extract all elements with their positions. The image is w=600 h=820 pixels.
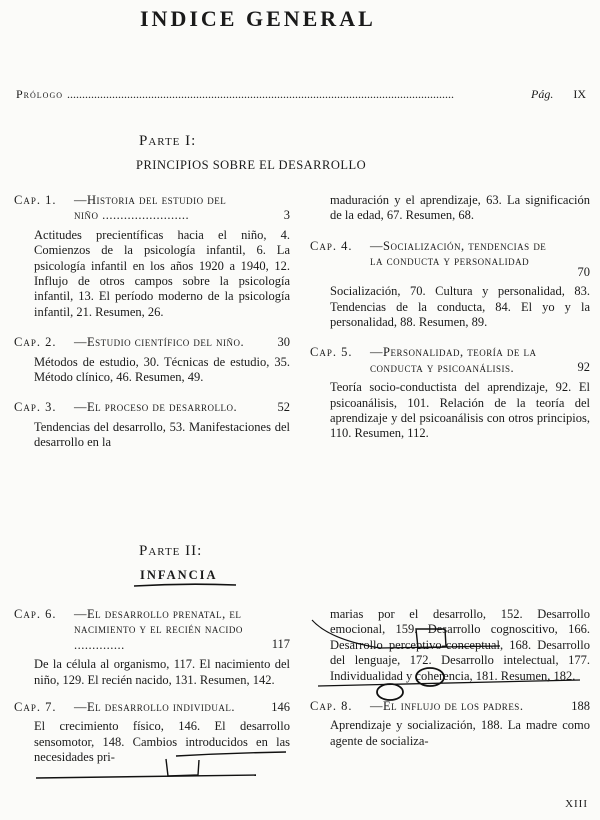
prologo-label: Prólogo	[16, 87, 64, 101]
cap-title: —Socialización, tendencias de la conducta y personalidad	[370, 238, 547, 269]
part2-heading: Parte II:	[139, 543, 203, 559]
cap-title: —El desarrollo prenatal, el nacimiento y el recién nacido ..............	[74, 607, 243, 652]
part1-heading: Parte I:	[139, 133, 197, 149]
part1-subtitle: PRINCIPIOS SOBRE EL DESARROLLO	[136, 158, 367, 172]
toc-entry-cap1[interactable]	[14, 193, 290, 320]
part1-right-column	[310, 193, 590, 442]
cap-label: Cap. 6.	[14, 607, 57, 621]
pag-label: Pág.	[530, 87, 554, 101]
cap-summary: Socialización, 70. Cultura y personalidad, 83. Tendencias de la conducta, 84. El yo y la personalidad, 88. Resumen, 89.	[330, 284, 590, 330]
cap-label: Cap. 8.	[310, 699, 353, 714]
page-title: INDICE GENERAL	[140, 6, 376, 31]
cap-summary: El crecimiento físico, 146. El desarrollo sensomotor, 148. Cambios introducidos en las necesidades pri-	[34, 719, 290, 765]
page-number-footer: XIII	[565, 798, 588, 810]
cap-page: 52	[277, 400, 290, 415]
cap-title: —El desarrollo individual.	[74, 700, 235, 715]
cap-page: 117	[271, 637, 290, 651]
toc-entry-cap8[interactable]	[310, 699, 590, 749]
cap-summary: Teoría socio-conductista del aprendizaje, 92. El psicoanálisis, 101. Relación de la teoría del aprendizaje y del psicoanálisis con otros principios, 110. Resumen, 112.	[330, 380, 590, 441]
cap-label: Cap. 3.	[14, 400, 57, 415]
prologo-entry[interactable]	[16, 87, 586, 102]
cap-summary-continued: maduración y el aprendizaje, 63. La significación de la edad, 67. Resumen, 68.	[330, 193, 590, 223]
cap-summary: Actitudes precientíficas hacia el niño, 4. Comienzos de la psicología infantil, 6. La psicología infantil en los años 1920 a 1940, 12. Influjo de otros campos sobre la psicología infantil, 13. El período moderno de la psicología infantil, 21. Resumen, 26.	[34, 227, 290, 319]
cap-label: Cap. 2.	[14, 335, 57, 350]
part1-left-column	[14, 193, 290, 451]
leader-dots: .................................................................................................................................	[67, 87, 455, 101]
cap-title: —El proceso de desarrollo.	[74, 400, 238, 415]
toc-entry-cap3[interactable]	[14, 400, 290, 450]
cap-page: 188	[571, 699, 590, 714]
toc-entry-cap2[interactable]	[14, 335, 290, 385]
cap-title: —Personalidad, teoría de la conducta y psicoanálisis.	[370, 345, 537, 375]
cap-page: 146	[271, 700, 290, 715]
part2-subtitle: INFANCIA	[140, 568, 218, 582]
toc-entry-cap4[interactable]	[310, 239, 590, 331]
cap-page: 30	[277, 335, 290, 350]
cap-title: —Historia del estudio del niño ........................	[74, 193, 227, 223]
toc-entry-cap5[interactable]	[310, 345, 590, 441]
cap-label: Cap. 5.	[310, 345, 353, 360]
cap-summary: Aprendizaje y socialización, 188. La madre como agente de socializa-	[330, 718, 590, 748]
cap-page: 70	[577, 264, 590, 279]
part2-right-column	[310, 607, 590, 749]
mark-underline-148	[36, 775, 256, 778]
toc-entry-cap7[interactable]	[14, 700, 290, 766]
cap-label: Cap. 4.	[310, 238, 353, 253]
cap-summary: De la célula al organismo, 117. El nacimiento del niño, 129. El recién nacido, 131. Resumen, 142.	[34, 657, 290, 687]
part2-left-column	[14, 607, 290, 766]
cap-page: 92	[577, 360, 590, 375]
cap-summary: Métodos de estudio, 30. Técnicas de estudio, 35. Método clínico, 46. Resumen, 49.	[34, 354, 290, 385]
toc-entry-cap6[interactable]	[14, 607, 290, 688]
cap-title: —El influjo de los padres.	[370, 699, 524, 714]
cap-page: 3	[283, 208, 290, 222]
cap-label: Cap. 7.	[14, 700, 57, 715]
prologo-page: IX	[573, 87, 586, 101]
cap-summary-continued: marias por el desarrollo, 152. Desarrollo emocional, 159. Desarrollo cognoscitivo, 166. Desarrollo perceptivo-conceptual, 168. Desarrollo del lenguaje, 172. Desarrollo intelectual, 177. Individualidad y coherencia, 181. Resumen, 182.	[330, 607, 590, 683]
cap-title: —Estudio científico del niño.	[74, 335, 245, 350]
cap-label: Cap. 1.	[14, 193, 57, 207]
infancia-underline	[134, 584, 236, 586]
cap-summary: Tendencias del desarrollo, 53. Manifestaciones del desarrollo en la	[34, 419, 290, 450]
